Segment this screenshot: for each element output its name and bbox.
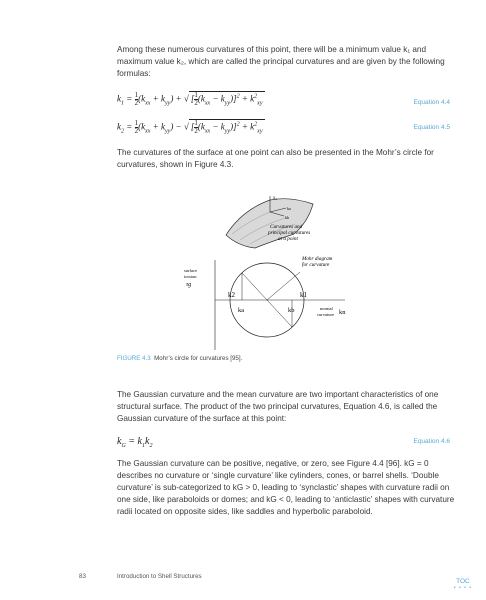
label-normal: normal: [320, 306, 333, 311]
figure-caption: [117, 355, 242, 362]
equation-4-6: $k_G = k_1k_2$: [117, 436, 153, 449]
equation-4-4: $k_1$ = $\frac{1}{2}$ $(k_{xx} + k_{yy})$ + √ [ $\frac{1}{2}$ $(k_{xx} - k_{yy})]^2 + k^2_{xy}$: [117, 91, 263, 107]
label-k2: k2: [228, 291, 235, 299]
figure-mohr-circle: [170, 190, 370, 350]
svg-text:ka: ka: [287, 206, 291, 211]
chapter-title: Introduction to Shell Structures: [117, 573, 202, 580]
equation-4-6-label: Equation 4.6: [413, 438, 450, 445]
label-kn: kn: [339, 309, 346, 316]
equation-4-5-label: Equation 4.5: [413, 124, 450, 131]
label-curvature: curvature: [317, 312, 334, 317]
toc-link[interactable]: [454, 578, 472, 591]
equation-4-4-label: Equation 4.4: [413, 99, 450, 106]
y-axis-label-surface: surface: [184, 268, 197, 273]
label-ka: ka: [238, 307, 245, 314]
svg-text:x₃: x₃: [273, 196, 277, 201]
label-for-curvature: for curvature: [302, 262, 330, 268]
toc-label: TOC: [456, 578, 470, 585]
paragraph-gaussian: The Gaussian curvature and the mean curvature are two important characteristics of one structural surface. The product of the two principal curvatures, Equation 4.6, is called the Gaussian curvature of the surface at this point:: [117, 390, 439, 423]
label-mohr-diagram: Mohr diagram: [302, 256, 333, 262]
label-kb: kb: [288, 307, 295, 314]
label-principal: principal curvatures: [268, 230, 311, 236]
equation-4-5: $k_2$ = $\frac{1}{2}$ $(k_{xx} + k_{yy})$ − √ [ $\frac{1}{2}$ $(k_{xx} - k_{yy})]^2 + k^2_{xy}$: [117, 119, 263, 135]
paragraph-gaussian-sign: The Gaussian curvature can be positive, negative, or zero, see Figure 4.4 [96]. kG = 0 describes no curvature or ‘single curvature’ like cylinders, cones, or barrel shells. ‘Double curvature’ is sub-categorized to kG > 0, leading to ‘synclastic’ shapes with curvature radii on one side, like paraboloids or domes; and kG < 0, leading to ‘anticlastic’ shapes with curvature radii located on opposite sides, like saddles and hyperbolic paraboloid.: [117, 459, 455, 516]
y-axis-symbol: τg: [186, 282, 192, 288]
label-k1: k1: [300, 291, 307, 299]
label-at-point: at a point: [278, 236, 298, 242]
paragraph-mohr-circle: The curvatures of the surface at one point can also be presented in the Mohr’s circle for curvatures, shown in Figure 4.3.: [117, 148, 434, 169]
svg-text:kb: kb: [285, 215, 289, 220]
label-curvatures: Curvatures and: [270, 224, 303, 230]
page-number: 83: [79, 573, 86, 580]
figure-number: FIGURE 4.3: [117, 355, 151, 362]
y-axis-label-torsion: torsion: [184, 274, 197, 279]
figure-caption-text: Mohr’s circle for curvatures [95].: [154, 355, 243, 362]
paragraph-principal-curvatures: Among these numerous curvatures of this point, there will be a minimum value k₁ and maximum value k₂, which are called the principal curvatures and are given by the following formulas:: [117, 45, 445, 78]
toc-dots-icon: • • • •: [453, 585, 472, 591]
